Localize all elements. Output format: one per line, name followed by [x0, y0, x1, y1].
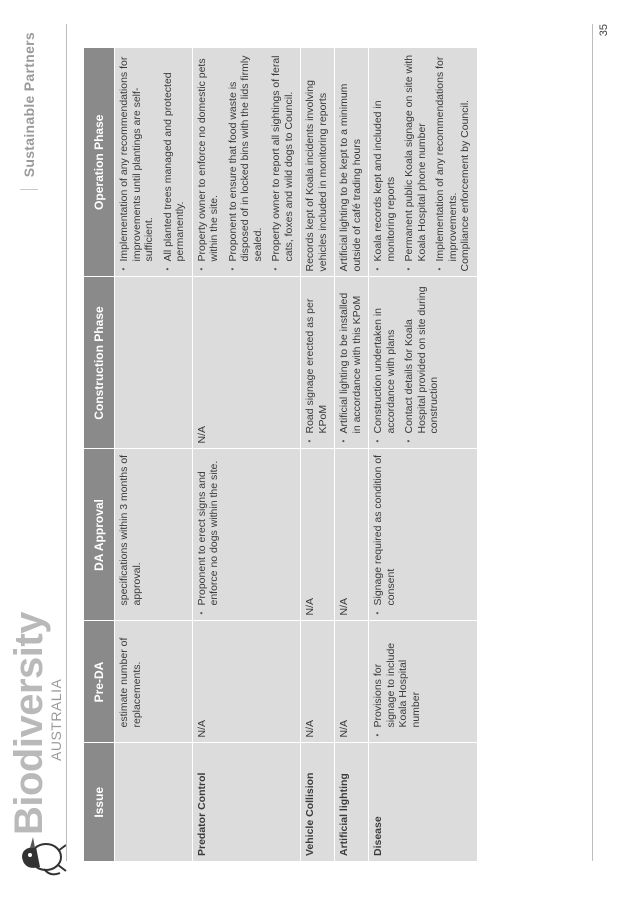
table-row — [192, 48, 301, 861]
cell-text: estimate number of replacements. — [118, 637, 143, 728]
bullet-list — [196, 455, 221, 616]
da-cell — [369, 449, 477, 621]
column-header-construction: Construction Phase — [84, 277, 115, 449]
issue-cell: Vehicle Collision — [301, 743, 335, 861]
bullet-list — [372, 53, 459, 272]
column-header-pre-da: Pre-DA — [84, 621, 115, 743]
construction-cell — [369, 277, 477, 449]
bullet-list — [304, 283, 329, 444]
header-divider — [20, 189, 38, 190]
list-item: • Signage required as condition of consent — [372, 455, 397, 606]
pre-da-cell: N/A — [335, 621, 369, 743]
table-header-row — [84, 48, 115, 861]
logo-wordmark: Biodiversity — [7, 612, 51, 835]
column-header-da-approval: DA Approval — [84, 449, 115, 621]
list-item: • Property owner to report all sightings of feral cats, foxes and wild dogs to Council. — [270, 53, 295, 262]
footer-rule — [592, 24, 593, 861]
column-header-issue: Issue — [84, 743, 115, 861]
operation-cell — [369, 48, 477, 277]
column-header-operation: Operation Phase — [84, 48, 115, 277]
logo-country: AUSTRALIA — [48, 678, 64, 761]
page-number: 35 — [598, 24, 610, 37]
construction-cell — [301, 277, 335, 449]
list-item: • Construction undertaken in accordance with plans — [372, 283, 397, 434]
pre-da-cell: N/A — [192, 621, 301, 743]
logo — [7, 612, 70, 881]
bullet-list — [372, 627, 422, 738]
list-item: • Proponent to erect signs and enforce no dogs within the site. — [196, 455, 221, 606]
issue-cell: Disease — [369, 743, 477, 861]
list-item: • Permanent public Koala signage on site with Koala Hospital phone number — [403, 53, 428, 262]
table-row — [301, 48, 335, 861]
bullet-list — [196, 53, 296, 272]
da-cell — [192, 449, 301, 621]
cell-text: specifications within 3 months of approval. — [118, 454, 143, 606]
cell-text: Compliance enforcement by Council. — [459, 99, 471, 272]
issue-cell: Predator Control — [192, 743, 301, 861]
header-rule — [66, 24, 67, 861]
da-cell: N/A — [301, 449, 335, 621]
table-row — [115, 48, 193, 861]
list-item: • Artificial lighting to be installed in accordance with this KPoM — [338, 283, 363, 434]
pre-da-cell — [115, 621, 193, 743]
da-cell: N/A — [335, 449, 369, 621]
list-item: • All planted trees managed and protected permanently. — [162, 53, 187, 262]
operation-cell: Artificial lighting to be kept to a minimum outside of café trading hours — [335, 48, 369, 277]
issue-cell: Artificial lighting — [335, 743, 369, 861]
issue-cell — [115, 743, 193, 861]
construction-cell: N/A — [192, 277, 301, 449]
list-item: • Implementation of any recommendations for improvements. — [434, 53, 459, 262]
list-item: • Property owner to enforce no domestic pets within the site. — [196, 53, 221, 262]
table-row — [369, 48, 477, 861]
bullet-list — [372, 455, 397, 616]
list-item: • Provisions for signage to include Koala Hospital number — [372, 627, 422, 728]
bullet-list — [372, 283, 441, 444]
list-item: • Road signage erected as per KPoM — [304, 283, 329, 434]
header-title: Sustainable Partners — [21, 32, 37, 178]
table-row — [335, 48, 369, 861]
operation-cell: Records kept of Koala incidents involving vehicles included in monitoring reports — [301, 48, 335, 277]
koala-management-table — [84, 48, 477, 861]
list-item: • Proponent to ensure that food waste is disposed of in locked bins with the lids firmly sealed. — [227, 53, 265, 262]
list-item: • Contact details for Koala Hospital provided on site during construction — [403, 283, 441, 434]
bird-logo-icon — [10, 831, 68, 881]
construction-cell — [335, 277, 369, 449]
operation-cell — [115, 48, 193, 277]
da-cell — [115, 449, 193, 621]
operation-cell — [192, 48, 301, 277]
pre-da-cell — [369, 621, 477, 743]
construction-cell — [115, 277, 193, 449]
header-right — [20, 32, 38, 190]
list-item: • Implementation of any recommendations for improvements until plantings are self-sufficient. — [118, 53, 156, 262]
bullet-list — [118, 53, 187, 272]
list-item: • Koala records kept and included in monitoring reports — [372, 53, 397, 262]
bullet-list — [338, 283, 363, 444]
pre-da-cell: N/A — [301, 621, 335, 743]
